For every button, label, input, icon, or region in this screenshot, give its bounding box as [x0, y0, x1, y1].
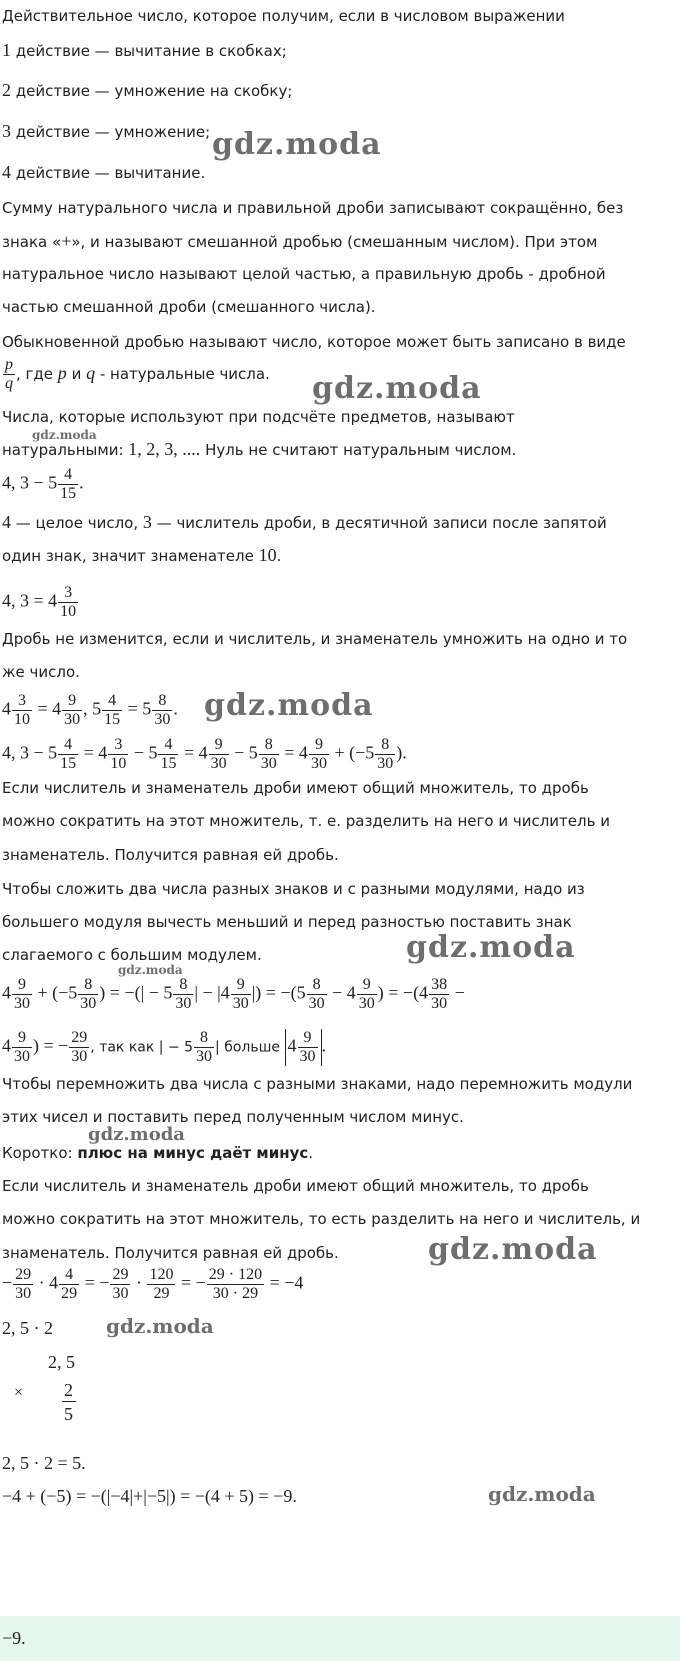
- p7-line-b: большего модуля вычесть меньший и перед разностью поставить знак: [2, 913, 572, 931]
- expr-6: 4 $\frac{9}{30}$ ) = − $\frac{29}{30}$ , так как | − 5 $\frac{8}{30}$ | больше 4 $\frac{9}{30}$ .: [2, 1029, 326, 1065]
- p6-line-b: можно сократить на этот множитель, т. е. разделить на него и числитель и: [2, 812, 610, 830]
- expr-7: − $\frac{29}{30}$ · 4 $\frac{4}{29}$ = − $\frac{29}{30}$ · $\frac{120}{29}$ = − $\frac{29 \cdot 120}{30 \cdot 29}$ = −4: [2, 1266, 304, 1302]
- p5-line-b: же число.: [2, 663, 80, 681]
- p9-line: Коротко: плюс на минус даёт минус.: [2, 1144, 314, 1162]
- column-times-sign: ×: [14, 1384, 24, 1401]
- p7-line-c: слагаемого с большим модулем.: [2, 946, 262, 964]
- column-mid: 2: [64, 1380, 73, 1400]
- expr-2: 4, 3 = 4 $\frac{3}{10}$: [2, 584, 77, 620]
- p1-line-d: частью смешанной дроби (смешанного числа).: [2, 298, 376, 316]
- watermark: gdz.moda: [88, 1124, 185, 1145]
- p10-line-b: можно сократить на этот множитель, то есть разделить на него и числитель, и: [2, 1210, 641, 1228]
- p1-line-a: Сумму натурального числа и правильной дроби записывают сокращённо, без: [2, 199, 624, 217]
- expr-1: 4, 3 − 5 $\frac{4}{15}$ .: [2, 466, 84, 502]
- step-1: 1 действие — вычитание в скобках;: [2, 40, 287, 60]
- watermark: gdz.moda: [488, 1482, 596, 1506]
- p1-line-b: знака «+», и называют смешанной дробью (смешанным числом). При этом: [2, 231, 598, 251]
- watermark: gdz.moda: [118, 963, 183, 977]
- p6-line-c: знаменатель. Получится равная ей дробь.: [2, 846, 339, 864]
- expr-10: −4 + (−5) = −(|−4|+|−5|) = −(4 + 5) = −9.: [2, 1486, 297, 1506]
- p5-line-a: Дробь не изменится, если и числитель, и знаменатель умножить на одно и то: [2, 630, 628, 648]
- intro-line: Действительное число, которое получим, если в числовом выражении: [2, 7, 565, 25]
- watermark: gdz.moda: [212, 127, 382, 162]
- p10-line-a: Если числитель и знаменатель дроби имеют общий множитель, то дробь: [2, 1177, 589, 1195]
- expr-3: 4 $\frac{3}{10}$ = 4 $\frac{9}{30}$ , 5 $\frac{4}{15}$ = 5 $\frac{8}{30}$ .: [2, 692, 178, 728]
- watermark: gdz.moda: [32, 428, 97, 442]
- p3-line-b: натуральными: 1, 2, 3, .... Нуль не считают натуральным числом.: [2, 439, 517, 459]
- watermark: gdz.moda: [406, 930, 576, 965]
- p8-line-a: Чтобы перемножить два числа с разными знаками, надо перемножить модули: [2, 1075, 633, 1093]
- watermark: gdz.moda: [106, 1314, 214, 1338]
- watermark: gdz.moda: [428, 1232, 598, 1267]
- p3-line-a: Числа, которые используют при подсчёте предметов, называют: [2, 408, 515, 426]
- column-top: 2, 5: [48, 1352, 75, 1372]
- expr-9: 2, 5 · 2 = 5.: [2, 1453, 86, 1473]
- answer-block: [0, 1616, 680, 1661]
- column-bot: 5: [64, 1404, 73, 1424]
- answer-value: −9.: [2, 1628, 26, 1648]
- step-2: 2 действие — умножение на скобку;: [2, 80, 293, 100]
- p4-line-b: один знак, значит знаменателе 10.: [2, 545, 282, 565]
- watermark: gdz.moda: [204, 688, 374, 723]
- expr-5: 4 $\frac{9}{30}$ + (−5 $\frac{8}{30}$ ) = −(| − 5 $\frac{8}{30}$ | − |4 $\frac{9}{30}$ |) = −(5 $\frac{8}{30}$ − 4 $\frac{9}{30}$ ) = −(4 $\frac{38}{30}$ −: [2, 976, 465, 1012]
- p2-line-b: $\frac{p}{q}$ , где p и q - натуральные числа.: [5, 356, 270, 392]
- p8-line-b: этих чисел и поставить перед полученным числом минус.: [2, 1108, 464, 1126]
- p2-line-a: Обыкновенной дробью называют число, которое может быть записано в виде: [2, 333, 626, 351]
- p4-line-a: 4 — целое число, 3 — числитель дроби, в десятичной записи после запятой: [2, 512, 607, 532]
- p7-line-a: Чтобы сложить два числа разных знаков и с разными модулями, надо из: [2, 880, 585, 898]
- watermark: gdz.moda: [312, 371, 482, 406]
- expr-8: 2, 5 · 2: [2, 1318, 53, 1338]
- column-line: [62, 1401, 76, 1402]
- expr-4: 4, 3 − 5 $\frac{4}{15}$ = 4 $\frac{3}{10}$ − 5 $\frac{4}{15}$ = 4 $\frac{9}{30}$ − 5 $\frac{8}{30}$ = 4 $\frac{9}{30}$ + (−5 $\frac{8}{30}$ ).: [2, 736, 407, 772]
- step-3: 3 действие — умножение;: [2, 121, 211, 141]
- step-4: 4 действие — вычитание.: [2, 162, 206, 182]
- p10-line-c: знаменатель. Получится равная ей дробь.: [2, 1244, 339, 1262]
- p6-line-a: Если числитель и знаменатель дроби имеют общий множитель, то дробь: [2, 779, 589, 797]
- p1-line-c: натуральное число называют целой частью, а правильную дробь - дробной: [2, 265, 606, 283]
